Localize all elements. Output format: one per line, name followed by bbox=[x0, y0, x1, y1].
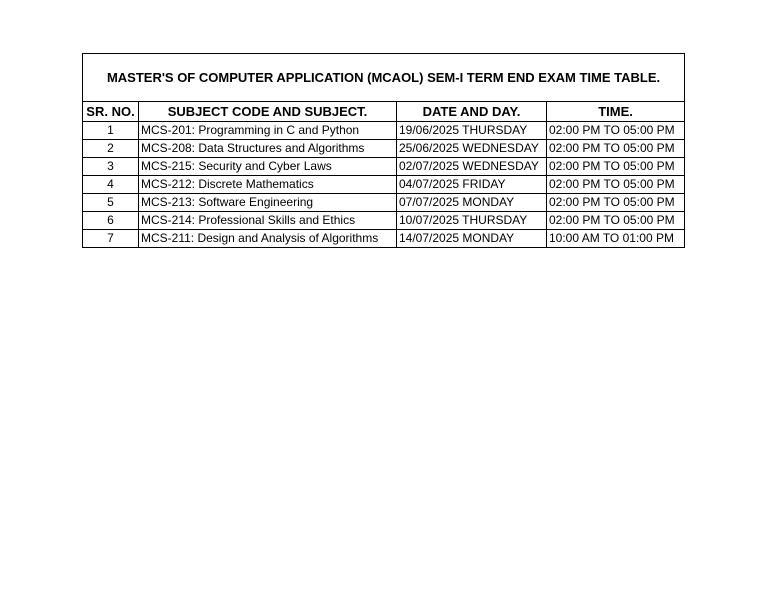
cell-date: 19/06/2025 THURSDAY bbox=[397, 122, 547, 140]
cell-subject: MCS-201: Programming in C and Python bbox=[139, 122, 397, 140]
cell-time: 10:00 AM TO 01:00 PM bbox=[547, 230, 685, 248]
header-sr-no: SR. NO. bbox=[83, 102, 139, 122]
cell-sr-no: 1 bbox=[83, 122, 139, 140]
cell-date: 10/07/2025 THURSDAY bbox=[397, 212, 547, 230]
cell-time: 02:00 PM TO 05:00 PM bbox=[547, 176, 685, 194]
table-row bbox=[83, 176, 685, 194]
header-time: TIME. bbox=[547, 102, 685, 122]
table-row bbox=[83, 194, 685, 212]
cell-date: 07/07/2025 MONDAY bbox=[397, 194, 547, 212]
cell-subject: MCS-211: Design and Analysis of Algorithms bbox=[139, 230, 397, 248]
header-date: DATE AND DAY. bbox=[397, 102, 547, 122]
table-row bbox=[83, 140, 685, 158]
title-row bbox=[83, 54, 685, 102]
cell-sr-no: 4 bbox=[83, 176, 139, 194]
cell-time: 02:00 PM TO 05:00 PM bbox=[547, 122, 685, 140]
table-row bbox=[83, 230, 685, 248]
cell-sr-no: 5 bbox=[83, 194, 139, 212]
header-row bbox=[83, 102, 685, 122]
cell-date: 14/07/2025 MONDAY bbox=[397, 230, 547, 248]
cell-subject: MCS-215: Security and Cyber Laws bbox=[139, 158, 397, 176]
cell-date: 04/07/2025 FRIDAY bbox=[397, 176, 547, 194]
exam-timetable bbox=[82, 53, 685, 248]
cell-time: 02:00 PM TO 05:00 PM bbox=[547, 194, 685, 212]
cell-time: 02:00 PM TO 05:00 PM bbox=[547, 158, 685, 176]
cell-date: 02/07/2025 WEDNESDAY bbox=[397, 158, 547, 176]
cell-sr-no: 7 bbox=[83, 230, 139, 248]
cell-time: 02:00 PM TO 05:00 PM bbox=[547, 140, 685, 158]
cell-subject: MCS-208: Data Structures and Algorithms bbox=[139, 140, 397, 158]
cell-subject: MCS-213: Software Engineering bbox=[139, 194, 397, 212]
cell-sr-no: 6 bbox=[83, 212, 139, 230]
cell-date: 25/06/2025 WEDNESDAY bbox=[397, 140, 547, 158]
cell-time: 02:00 PM TO 05:00 PM bbox=[547, 212, 685, 230]
cell-sr-no: 3 bbox=[83, 158, 139, 176]
table-row bbox=[83, 158, 685, 176]
cell-subject: MCS-212: Discrete Mathematics bbox=[139, 176, 397, 194]
cell-subject: MCS-214: Professional Skills and Ethics bbox=[139, 212, 397, 230]
table-row bbox=[83, 122, 685, 140]
timetable-title: MASTER'S OF COMPUTER APPLICATION (MCAOL) SEM-I TERM END EXAM TIME TABLE. bbox=[83, 54, 685, 102]
cell-sr-no: 2 bbox=[83, 140, 139, 158]
header-subject: SUBJECT CODE AND SUBJECT. bbox=[139, 102, 397, 122]
table-row bbox=[83, 212, 685, 230]
